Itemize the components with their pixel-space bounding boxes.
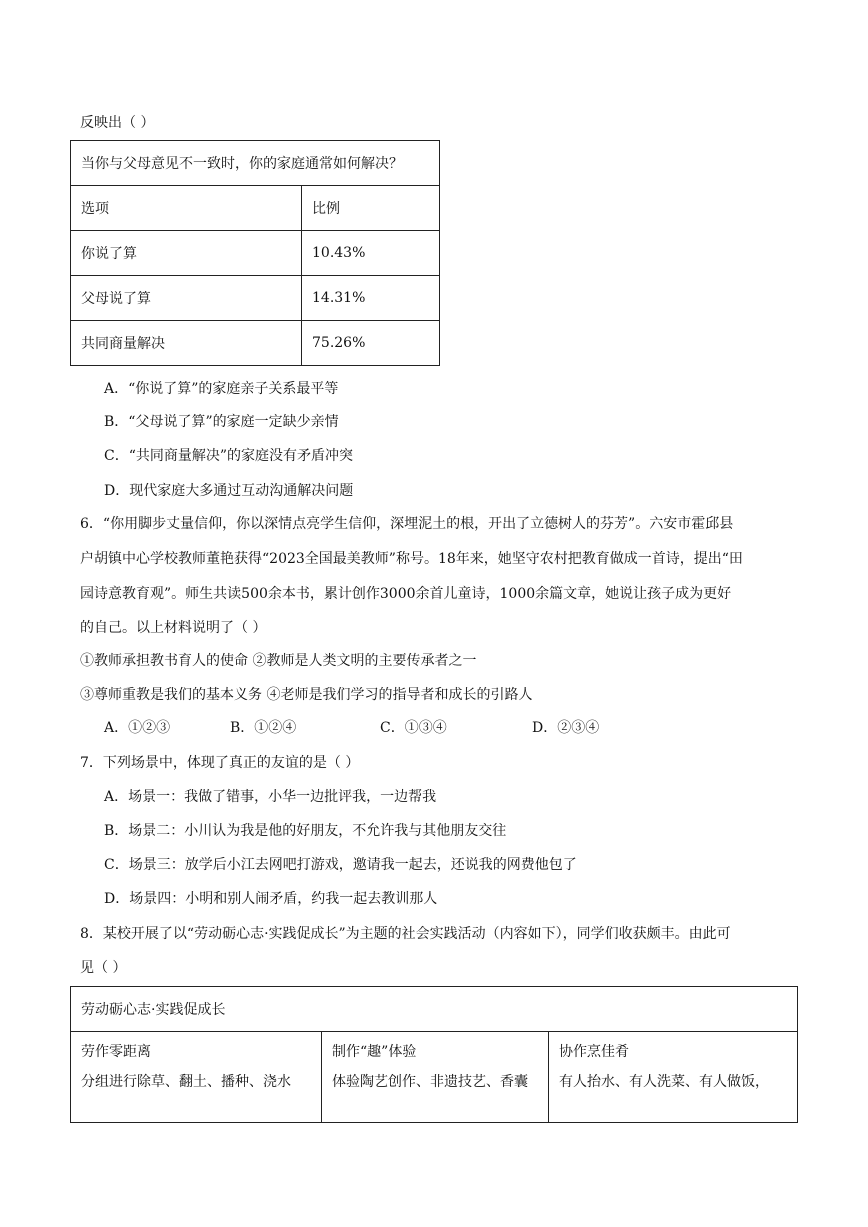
activity-cell-1: [71, 1032, 322, 1123]
q6-stem-line-4: 的自己。以上材料说明了（ ）: [80, 620, 267, 636]
survey-table-title-row: [71, 141, 440, 186]
q7-option-b: B．场景二：小川认为我是他的好朋友，不允许我与其他朋友交往: [104, 823, 507, 839]
activity-table-title-row: [71, 987, 798, 1032]
activity-cell-heading: 协作烹佳肴: [559, 1044, 629, 1060]
survey-header-ratio: 比例: [302, 186, 440, 231]
q6-choice-a: A．①②③: [104, 720, 171, 736]
survey-table-title: 当你与父母意见不一致时，你的家庭通常如何解决？: [71, 141, 440, 186]
q7-option-c: C．场景三：放学后小江去网吧打游戏，邀请我一起去，还说我的网费他包了: [104, 857, 577, 873]
q5-option-c: C．“共同商量解决”的家庭没有矛盾冲突: [104, 448, 354, 464]
q7-option-d: D．场景四：小明和别人闹矛盾，约我一起去教训那人: [104, 891, 438, 907]
survey-cell-ratio: 14.31%: [302, 276, 440, 321]
q5-option-a: A．“你说了算”的家庭亲子关系最平等: [104, 381, 339, 397]
table-row: [71, 1032, 798, 1123]
q6-statement-line-2: ③尊师重教是我们的基本义务 ④老师是我们学习的指导者和成长的引路人: [80, 687, 533, 703]
q7-stem: 7．下列场景中，体现了真正的友谊的是（ ）: [80, 755, 360, 771]
survey-cell-option: 共同商量解决: [71, 321, 302, 366]
q5-option-d: D．现代家庭大多通过互动沟通解决问题: [104, 483, 354, 499]
activity-cell-heading: 劳作零距离: [81, 1044, 151, 1060]
activity-cell-3: [549, 1032, 798, 1123]
table-row: [71, 321, 440, 366]
q6-choice-b: B．①②④: [230, 720, 297, 736]
activity-cell-text: 有人抬水、有人洗菜、有人做饭，: [559, 1074, 769, 1090]
survey-table: [70, 140, 440, 366]
q6-stem-line-3: 园诗意教育观”。师生共读500余本书，累计创作3000余首儿童诗，1000余篇文章，她说让孩子成为更好: [80, 586, 732, 602]
question-5-stem-tail: 反映出（ ）: [80, 115, 155, 131]
activity-table-title: 劳动砺心志·实践促成长: [71, 987, 798, 1032]
activity-table: [70, 986, 798, 1123]
activity-cell-heading: 制作“趣”体验: [332, 1044, 417, 1060]
activity-cell-2: [322, 1032, 549, 1123]
q8-stem-line-1: 8．某校开展了以“劳动砺心志·实践促成长”为主题的社会实践活动（内容如下），同学们收获颇丰。由此可: [80, 926, 731, 942]
survey-table-header-row: [71, 186, 440, 231]
survey-cell-ratio: 10.43%: [302, 231, 440, 276]
q6-stem-line-2: 户胡镇中心学校教师董艳获得“2023全国最美教师”称号。18年来，她坚守农村把教育做成一首诗，提出“田: [80, 551, 743, 567]
q6-statement-line-1: ①教师承担教书育人的使命 ②教师是人类文明的主要传承者之一: [80, 653, 477, 669]
q8-stem-line-2: 见（ ）: [80, 960, 127, 976]
table-row: [71, 276, 440, 321]
q6-choice-c: C．①③④: [380, 720, 447, 736]
q5-option-b: B．“父母说了算”的家庭一定缺少亲情: [104, 414, 339, 430]
q7-option-a: A．场景一：我做了错事，小华一边批评我，一边帮我: [104, 789, 437, 805]
table-row: [71, 231, 440, 276]
survey-cell-ratio: 75.26%: [302, 321, 440, 366]
activity-cell-text: 分组进行除草、翻土、播种、浇水: [81, 1074, 291, 1090]
q6-choice-d: D．②③④: [532, 720, 600, 736]
survey-header-option: 选项: [71, 186, 302, 231]
survey-cell-option: 父母说了算: [71, 276, 302, 321]
survey-cell-option: 你说了算: [71, 231, 302, 276]
activity-cell-text: 体验陶艺创作、非遗技艺、香囊: [332, 1074, 528, 1090]
q6-stem-line-1: 6．“你用脚步丈量信仰，你以深情点亮学生信仰，深埋泥土的根，开出了立德树人的芬芳”。六安市霍邱县: [80, 516, 734, 532]
